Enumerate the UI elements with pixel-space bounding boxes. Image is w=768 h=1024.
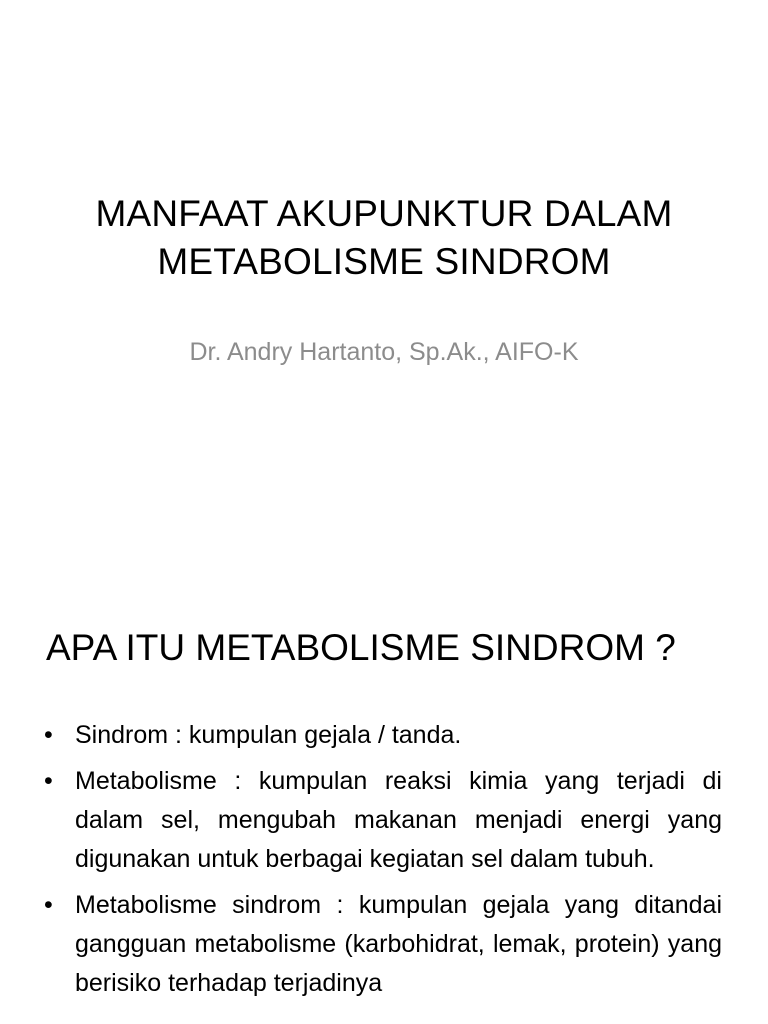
bullet-icon: • [44,891,53,919]
bullet-icon: • [44,721,53,749]
presentation-title: MANFAAT AKUPUNKTUR DALAM METABOLISME SINDROM [95,193,673,282]
presentation-author: Dr. Andry Hartanto, Sp.Ak., AIFO-K [189,338,579,366]
bullet-icon: • [44,767,53,795]
slide-title: APA ITU METABOLISME SINDROM ? [46,627,676,668]
bullet-item-metabolisme [42,762,722,879]
bullet-text: Sindrom : kumpulan gejala / tanda. [75,721,462,749]
bullet-list [42,716,722,1010]
bullet-text: Metabolisme sindrom : kumpulan gejala yang ditandai gangguan metabolisme (karbohidrat, lemak, protein) yang berisiko terhadap terjadinya [75,891,722,997]
bullet-item-metabolisme-sindrom [42,886,722,1003]
bullet-text: Metabolisme : kumpulan reaksi kimia yang terjadi di dalam sel, mengubah makanan menjadi energi yang digunakan untuk berbagai kegiatan sel dalam tubuh. [75,767,722,873]
bullet-item-sindrom [42,716,722,755]
content-slide [0,576,768,1024]
